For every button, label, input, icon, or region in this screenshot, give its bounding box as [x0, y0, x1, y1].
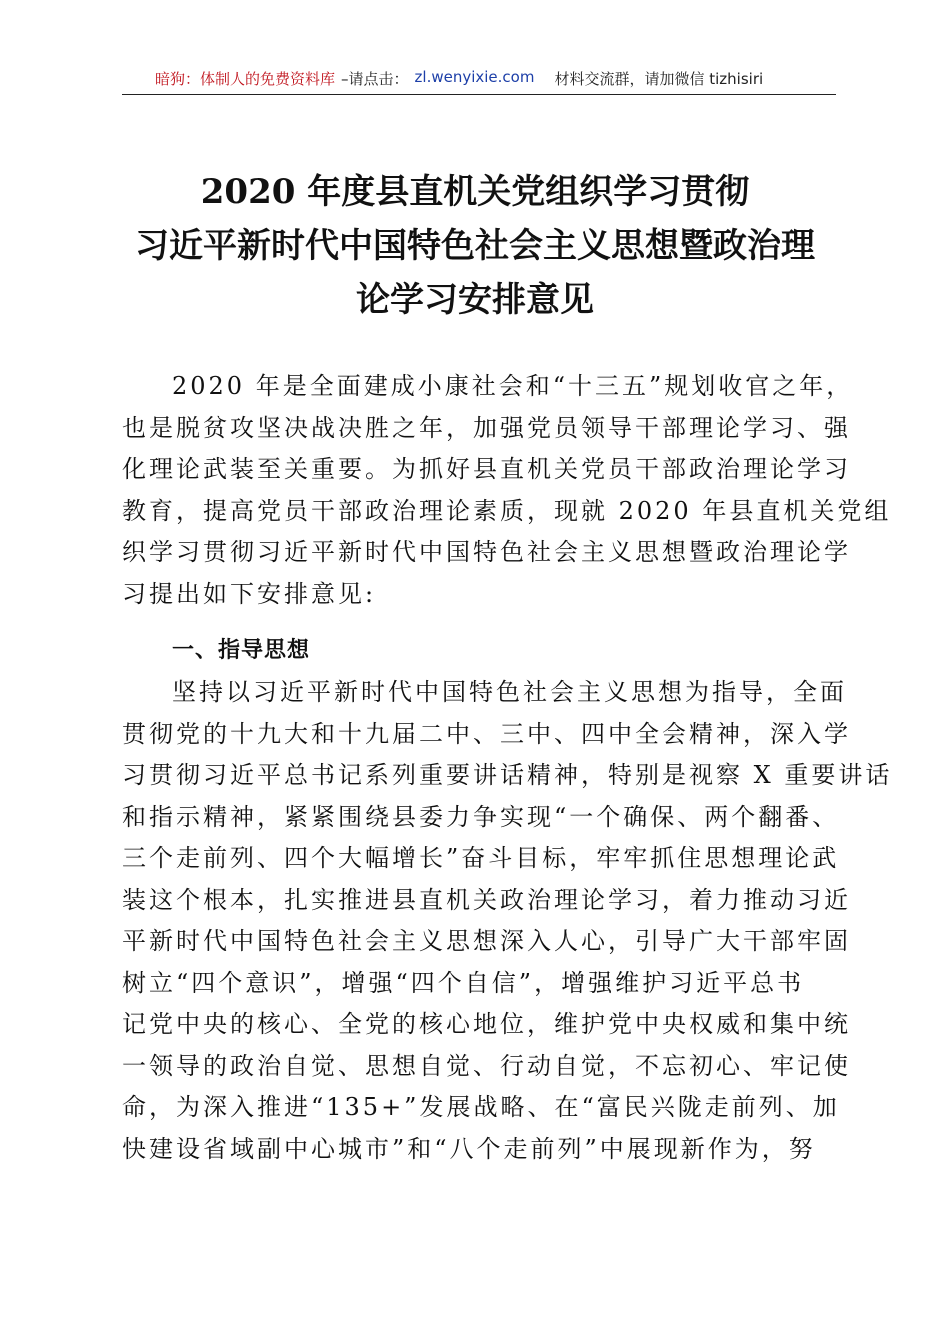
- section1-line: 习贯彻习近平总书记系列重要讲话精神，特别是视察 X 重要讲话: [122, 761, 893, 789]
- header-click-prompt: –请点击：: [341, 70, 409, 88]
- section1-line: 和指示精神，紧紧围绕县委力争实现“一个确保、两个翻番、: [122, 802, 840, 831]
- header-site-name: 暗狗：体制人的免费资料库: [155, 70, 336, 88]
- intro-paragraph: [122, 366, 892, 615]
- intro-line: 2020 年是全面建成小康社会和“十三五”规划收官之年，: [172, 372, 854, 400]
- section1-line: 装这个根本，扎实推进县直机关政治理论学习，着力推动习近: [122, 885, 851, 914]
- header-site-link[interactable]: zl.wenyixie.com: [414, 68, 535, 86]
- document-title: [80, 165, 870, 327]
- intro-line: 习提出如下安排意见:: [122, 579, 377, 608]
- intro-line: 也是脱贫攻坚决战决胜之年，加强党员领导干部理论学习、强: [122, 413, 851, 442]
- title-line-1: 2020 年度县直机关党组织学习贯彻: [200, 172, 750, 212]
- section1-line: 记党中央的核心、全党的核心地位，维护党中央权威和集中统: [122, 1010, 851, 1038]
- intro-line: 织学习贯彻习近平新时代中国特色社会主义思想暨政治理论学: [122, 538, 851, 566]
- section1-line: 快建设省域副中心城市”和“八个走前列”中展现新作为，努: [122, 1134, 816, 1163]
- section1-line: 贯彻党的十九大和十九届二中、三中、四中全会精神，深入学: [122, 719, 851, 748]
- intro-line: 教育，提高党员干部政治理论素质，现就 2020 年县直机关党组: [122, 496, 892, 525]
- section1-line: 树立“四个意识”，增强“四个自信”，增强维护习近平总书: [122, 968, 805, 997]
- section-heading-guiding-ideology: 一、指导思想: [172, 638, 311, 663]
- section1-line: 坚持以习近平新时代中国特色社会主义思想为指导，全面: [172, 678, 847, 706]
- section1-line: 一领导的政治自觉、思想自觉、行动自觉，不忘初心、牢记使: [122, 1051, 851, 1080]
- section1-paragraph: [122, 672, 893, 1170]
- title-line-2: 习近平新时代中国特色社会主义思想暨政治理: [135, 226, 815, 266]
- title-line-3: 论学习安排意见: [356, 280, 594, 320]
- section1-line: 平新时代中国特色社会主义思想深入人心，引导广大干部牢固: [122, 927, 851, 955]
- section1-line: 命，为深入推进“135+”发展战略、在“富民兴陇走前列、加: [122, 1093, 840, 1121]
- section1-line: 三个走前列、四个大幅增长”奋斗目标，牢牢抓住思想理论武: [122, 844, 840, 872]
- page-header: [122, 68, 836, 95]
- intro-line: 化理论武装至关重要。为抓好县直机关党员干部政治理论学习: [122, 455, 851, 483]
- header-wechat-note: 材料交流群，请加微信 tizhisiri: [554, 70, 764, 88]
